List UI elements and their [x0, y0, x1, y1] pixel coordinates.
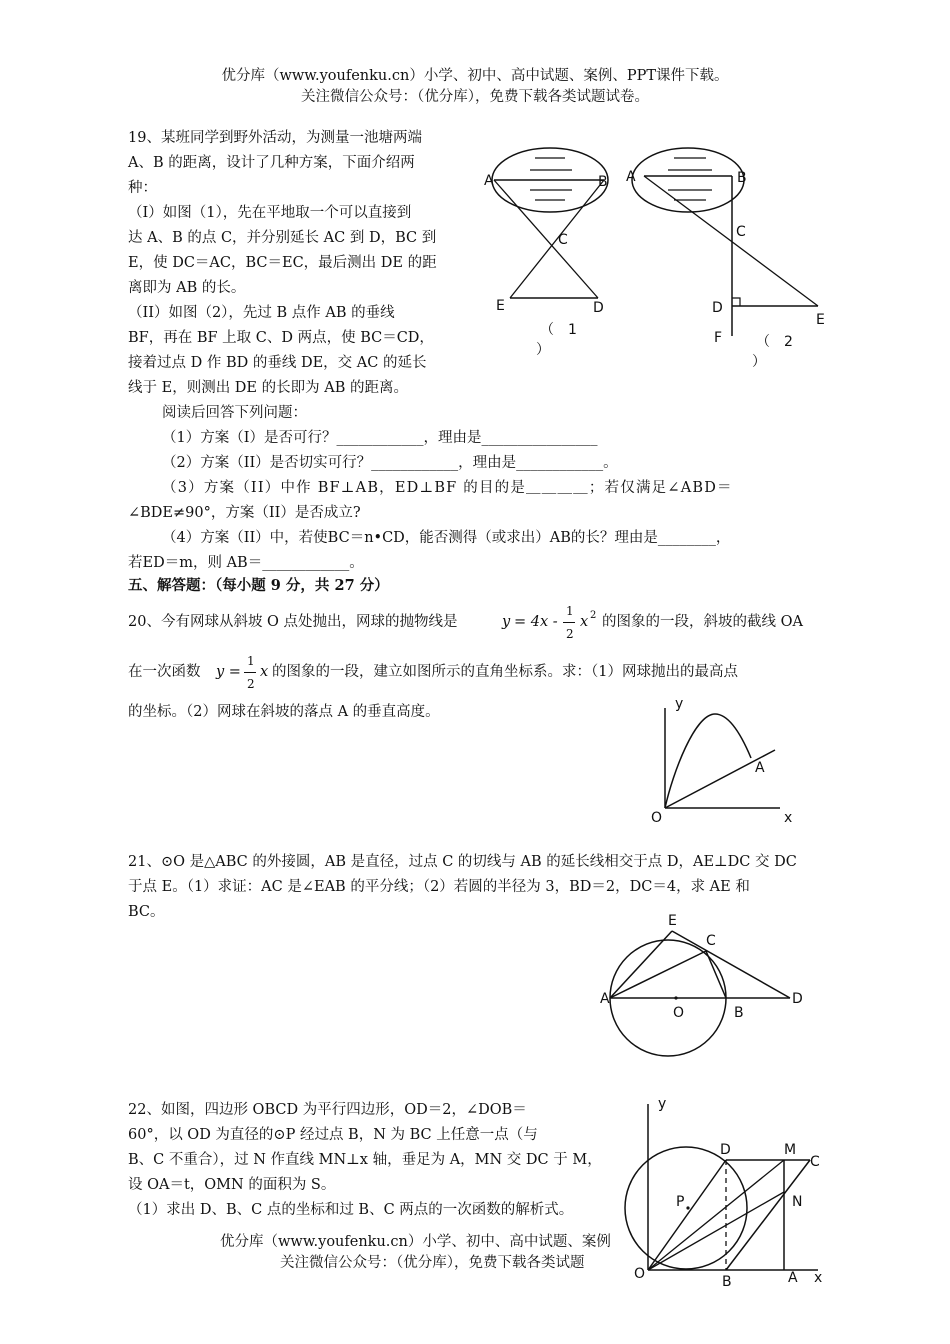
label-c: C	[706, 933, 716, 949]
q19-line-11: 线于 E，则测出 DE 的长即为 AB 的距离。	[128, 380, 408, 396]
label-c: C	[558, 232, 568, 248]
q19-figure-2	[622, 140, 837, 370]
q19-line-8: （II）如图（2），先过 B 点作 AB 的垂线	[128, 305, 395, 321]
label-d: D	[720, 1142, 731, 1158]
label-d: D	[593, 300, 604, 316]
center-point	[674, 996, 677, 999]
label-x: x	[784, 810, 793, 826]
q22-line-3: B、C 不重合），过 N 作直线 MN⊥x 轴，垂足为 A，MN 交 DC 于 M，	[128, 1152, 602, 1168]
q19-line-5: 达 A、B 的点 C，并分别延长 AC 到 D，BC 到	[128, 230, 437, 246]
segment-be	[510, 180, 604, 298]
segment-cb	[706, 951, 726, 998]
q19-line-1: 19、某班同学到野外活动，为测量一池塘两端	[128, 130, 422, 146]
fig2-caption-close: ）	[752, 354, 766, 370]
label-e: E	[496, 298, 505, 314]
q21-line-1: 21、⊙O 是△ABC 的外接圆，AB 是直径，过点 C 的切线与 AB 的延长线相交于点 D，AE⊥DC 交 DC	[128, 854, 797, 870]
parabola-curve	[665, 714, 751, 808]
q19-answer-3b: ∠BDE≠90°，方案（II）是否成立?	[128, 505, 361, 521]
right-angle-mark	[732, 298, 740, 306]
q19-read-prompt: 阅读后回答下列问题：	[162, 405, 307, 421]
q20-line-2: 在一次函数	[128, 664, 201, 680]
label-a: A	[788, 1270, 798, 1286]
label-a: A	[600, 991, 610, 1007]
q20-eq2-denominator: 2	[247, 677, 255, 691]
fig1-caption: （ 1	[540, 322, 577, 338]
q19-answer-1: （1）方案（I）是否可行？____________，理由是________________	[162, 430, 598, 446]
label-c: C	[736, 224, 746, 240]
q22-figure	[618, 1094, 828, 1289]
q19-line-2: A、B 的距离，设计了几种方案，下面介绍两	[128, 155, 415, 171]
segment-ae	[610, 931, 672, 998]
q19-figure-1	[480, 140, 620, 365]
segment-ad	[494, 180, 598, 298]
label-a: A	[484, 173, 494, 189]
q22-line-5: （1）求出 D、B、C 点的坐标和过 B、C 两点的一次函数的解析式。	[128, 1202, 574, 1218]
q19-line-9: BF，再在 BF 上取 C、D 两点，使 BC＝CD，	[128, 330, 434, 346]
label-y: y	[675, 696, 684, 712]
q20-eq1-x: x	[580, 614, 589, 630]
q20-eq1-y: y	[502, 614, 511, 630]
q20-eq1-exponent: 2	[590, 610, 597, 621]
q22-line-1: 22、如图，四边形 OBCD 为平行四边形，OD＝2，∠DOB＝	[128, 1102, 527, 1118]
label-d: D	[712, 300, 723, 316]
label-o: O	[634, 1266, 646, 1282]
q20-line-1: 20、今有网球从斜坡 O 点处抛出，网球的抛物线是	[128, 614, 458, 630]
q22-line-4: 设 OA＝t，OMN 的面积为 S。	[128, 1177, 336, 1193]
label-p: P	[676, 1194, 685, 1210]
label-o: O	[651, 810, 663, 826]
q19-line-10: 接着过点 D 作 BD 的垂线 DE，交 AC 的延长	[128, 355, 427, 371]
q19-line-4: （I）如图（1），先在平地取一个可以直接到	[128, 205, 412, 221]
q20-line-1-end: 的图象的一段，斜坡的截线 OA	[602, 614, 803, 630]
q21-line-2: 于点 E。（1）求证：AC 是∠EAB 的平分线；（2）若圆的半径为 3，BD＝2，DC＝4，求 AE 和	[128, 879, 750, 895]
q20-eq1-fraction-bar	[563, 622, 575, 623]
segment-ae	[644, 176, 818, 306]
fig1-caption-close: ）	[536, 342, 550, 358]
q19-line-6: E，使 DC＝AC，BC＝EC，最后测出 DE 的距	[128, 255, 437, 271]
q21-line-3: BC。	[128, 904, 165, 920]
q19-answer-4b: 若ED＝m，则 AB＝____________。	[128, 555, 364, 571]
label-o: O	[673, 1005, 685, 1021]
segment-om	[648, 1160, 784, 1270]
q19-answer-3a: （3）方案（II）中作 BF⊥AB，ED⊥BF 的目的是＿＿＿＿；若仅满足∠ABD＝	[162, 480, 733, 496]
q20-eq1-denominator: 2	[566, 627, 574, 641]
label-b: B	[734, 1005, 744, 1021]
tangent-ed	[672, 931, 790, 998]
label-a: A	[755, 760, 765, 776]
label-a: A	[626, 169, 636, 185]
q20-line-2-end: 的图象的一段，建立如图所示的直角坐标系。求：（1）网球抛出的最高点	[272, 664, 738, 680]
label-n: N	[792, 1194, 803, 1210]
label-m: M	[784, 1142, 797, 1158]
q20-eq2-y: y =	[216, 664, 241, 680]
header-line-1: 优分库（www.youfenku.cn）小学、初中、高中试题、案例、PPT课件下载。	[221, 68, 729, 84]
header-line-2: 关注微信公众号：（优分库），免费下载各类试题试卷。	[301, 89, 649, 105]
section-5-heading: 五、解答题：（每小题 9 分，共 27 分）	[128, 577, 389, 594]
q19-line-7: 离即为 AB 的长。	[128, 280, 246, 296]
segment-on	[648, 1192, 784, 1270]
q22-line-2: 60°，以 OD 为直径的⊙P 经过点 B，N 为 BC 上任意一点（与	[128, 1127, 538, 1143]
label-b: B	[722, 1274, 732, 1289]
center-p	[686, 1206, 689, 1209]
label-y: y	[658, 1096, 667, 1112]
label-d: D	[792, 991, 803, 1007]
footer-line-1: 优分库（www.youfenku.cn）小学、初中、高中试题、案例	[220, 1234, 611, 1250]
footer-line-2: 关注微信公众号：（优分库），免费下载各类试题	[280, 1255, 585, 1271]
circle-p	[625, 1147, 747, 1269]
q20-line-3: 的坐标。（2）网球在斜坡的落点 A 的垂直高度。	[128, 704, 440, 720]
q19-answer-4a: （4）方案（II）中，若使BC＝n•CD，能否测得（或求出）AB的长？理由是________，	[162, 530, 731, 546]
q19-answer-2: （2）方案（II）是否切实可行？____________，理由是____________。	[162, 455, 618, 471]
q20-eq2-x: x	[260, 664, 269, 680]
q20-eq1-middle: = 4x -	[514, 614, 558, 630]
label-f: F	[714, 330, 723, 346]
label-b: B	[598, 174, 608, 190]
q20-eq1-numerator: 1	[566, 604, 574, 618]
label-b: B	[737, 170, 747, 186]
segment-od	[648, 1160, 726, 1270]
label-e: E	[668, 913, 677, 929]
label-e: E	[816, 312, 825, 328]
slope-line-oa	[665, 750, 775, 808]
q20-eq2-fraction-bar	[244, 672, 256, 673]
label-c: C	[810, 1154, 820, 1170]
q20-eq2-numerator: 1	[247, 654, 255, 668]
label-x: x	[814, 1270, 823, 1286]
segment-ac	[610, 951, 706, 998]
q20-figure	[645, 692, 805, 832]
fig2-caption: （ 2	[756, 334, 793, 350]
q19-line-3: 种：	[128, 180, 157, 196]
q21-figure	[600, 905, 810, 1065]
